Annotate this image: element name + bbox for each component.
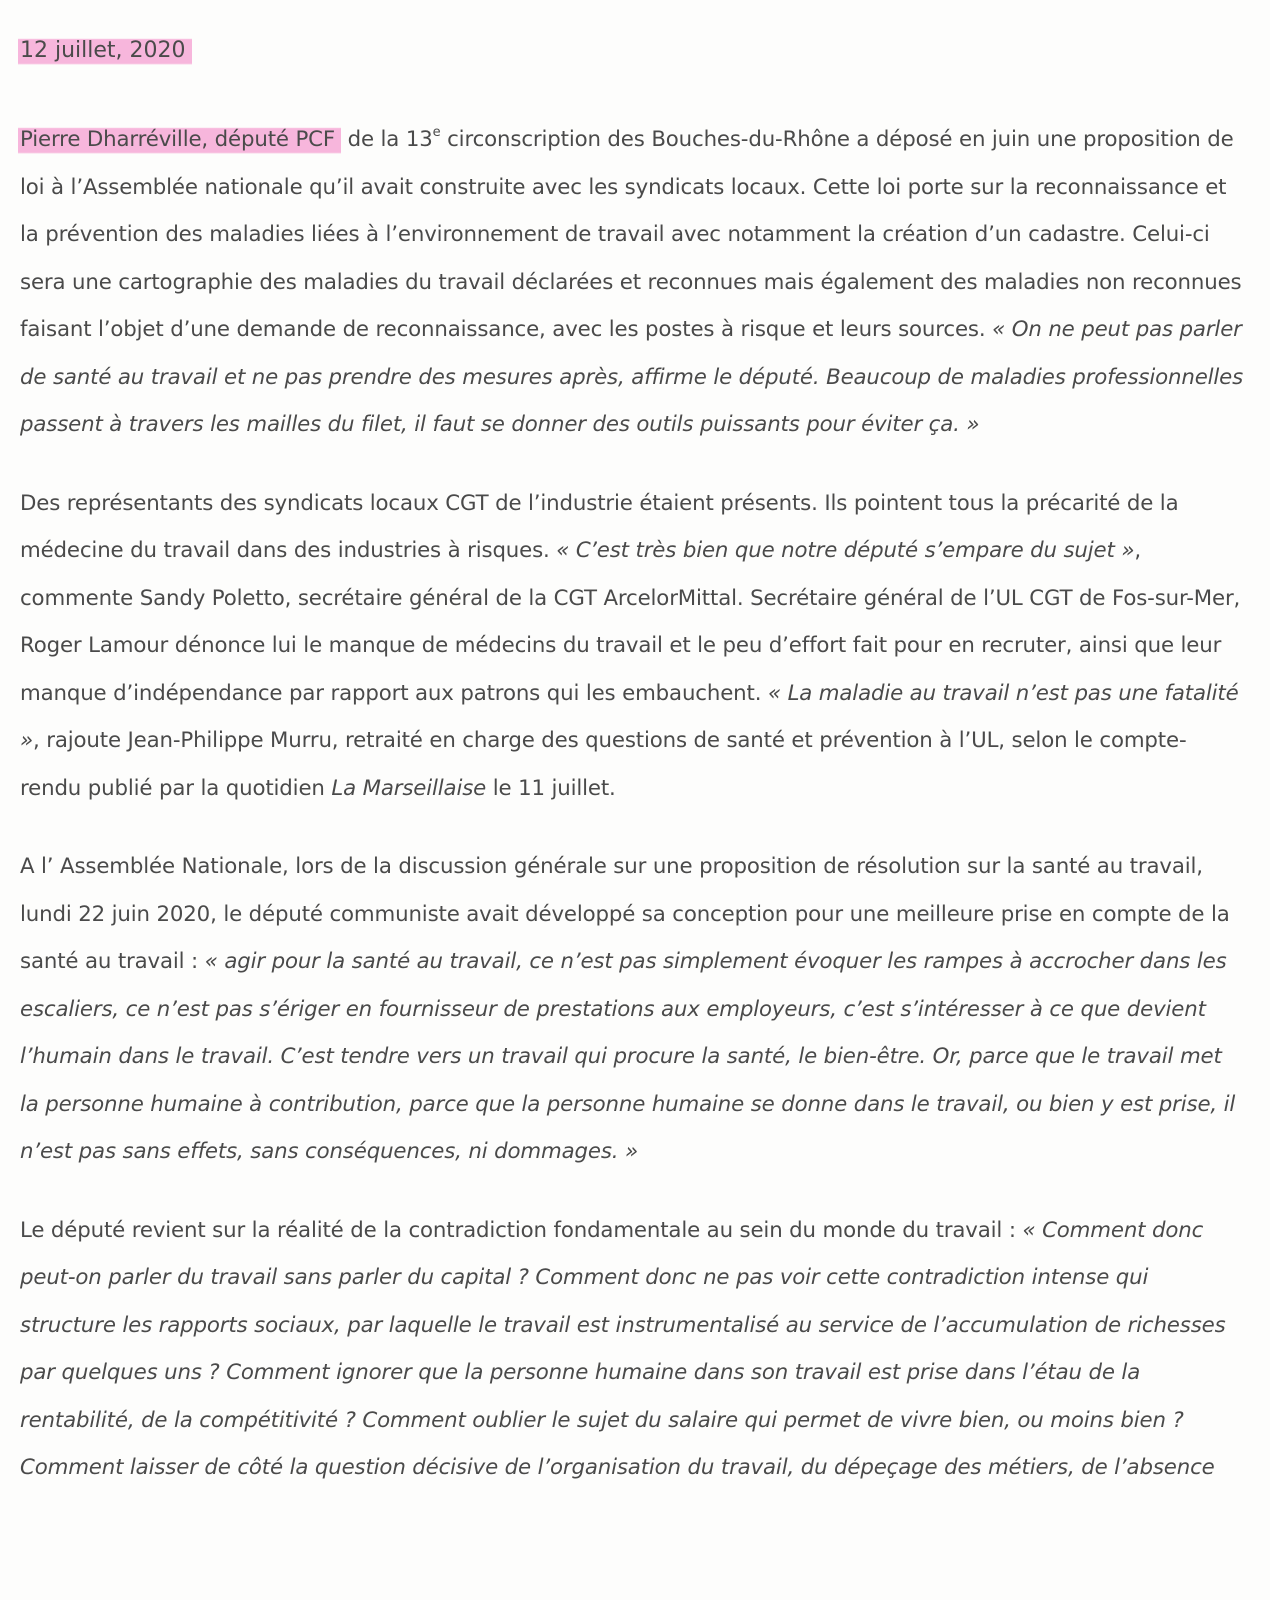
highlighted-author: Pierre Dharréville, député PCF — [18, 125, 341, 154]
paragraph-2-text-b: , commente Sandy Poletto, secrétaire général de la CGT ArcelorMittal. Secrétaire général de l’UL CGT de Fos-sur-Mer, Roger Lamour dénonce lui le manque de médecins du travail et le peu d’effort fait pour en recruter, ainsi que leur manque d’indépendance par rapport aux patrons qui les embauchent. — [20, 538, 1241, 706]
paragraph-2-text-c: , rajoute Jean-Philippe Murru, retraité en charge des questions de santé et prévention à l’UL, selon le compte-rendu publié par la quotidien — [20, 728, 1187, 801]
paragraph-4-text: Le député revient sur la réalité de la contradiction fondamentale au sein du monde du travail : — [20, 1217, 1023, 1243]
paragraph-2-text-a: Des représentants des syndicats locaux CGT de l’industrie étaient présents. Ils pointent tous la précarité de la médecine du travail dans des industries à risques. — [20, 490, 1179, 563]
newspaper-name: La Marseillaise — [331, 775, 487, 801]
paragraph-1 — [20, 116, 1246, 449]
paragraph-3-quote: « agir pour la santé au travail, ce n’est pas simplement évoquer les rampes à accrocher dans les escaliers, ce n’est pas s’ériger en fournisseur de prestations aux employeurs, c’est s’intéresser à ce que devient l’humain dans le travail. C’est tendre vers un travail qui procure la santé, le bien-être. Or, parce que le travail met la personne humaine à contribution, parce que la personne humaine se donne dans le travail, ou bien y est prise, il n’est pas sans effets, sans conséquences, ni dommages. » — [20, 949, 1236, 1164]
paragraph-4-quote: « Comment donc peut-on parler du travail sans parler du capital ? Comment donc ne pas voir cette contradiction intense qui structure les rapports sociaux, par laquelle le travail est instrumentalisé au service de l’accumulation de richesses par quelques uns ? Comment ignorer que la personne humaine dans son travail est prise dans l’étau de la rentabilité, de la compétitivité ? Comment oublier le sujet du salaire qui permet de vivre bien, ou moins bien ? Comment laisser de côté la question décisive de l’organisation du travail, du dépeçage des métiers, de l’absence — [20, 1217, 1226, 1480]
paragraph-3 — [20, 843, 1246, 1176]
paragraph-1-text-b: circonscription des Bouches-du-Rhône a déposé en juin une proposition de loi à l’Assemblée nationale qu’il avait construite avec les syndicats locaux. Cette loi porte sur la reconnaissance et la prévention des maladies liées à l’environnement de travail avec notamment la création d’un cadastre. Celui-ci sera une cartographie des maladies du travail déclarées et reconnues mais également des maladies non reconnues faisant l’objet d’une demande de reconnaissance, avec les postes à risque et leurs sources. — [20, 127, 1242, 342]
paragraph-2 — [20, 480, 1246, 813]
paragraph-2-quote-a: « C’est très bien que notre député s’empare du sujet » — [556, 538, 1135, 563]
paragraph-4 — [20, 1207, 1246, 1492]
article-date-line — [20, 34, 1246, 68]
paragraph-2-text-d: le 11 juillet. — [486, 775, 616, 801]
paragraph-2-quote-b: « La maladie au travail n’est pas une fatalité » — [20, 680, 1239, 753]
paragraph-3-text: A l’ Assemblée Nationale, lors de la discussion générale sur une proposition de résolution sur la santé au travail, lundi 22 juin 2020, le député communiste avait développé sa conception pour une meilleure prise en compte de la santé au travail : — [20, 854, 1230, 974]
paragraph-1-quote: « On ne peut pas parler de santé au travail et ne pas prendre des mesures après, affirme le député. Beaucoup de maladies professionnelles passent à travers les mailles du filet, il faut se donner des outils puissants pour éviter ça. » — [20, 317, 1244, 437]
ordinal-superscript: e — [432, 124, 441, 140]
paragraph-1-text-a: de la 13 — [340, 127, 433, 152]
highlighted-date: 12 juillet, 2020 — [18, 36, 192, 65]
